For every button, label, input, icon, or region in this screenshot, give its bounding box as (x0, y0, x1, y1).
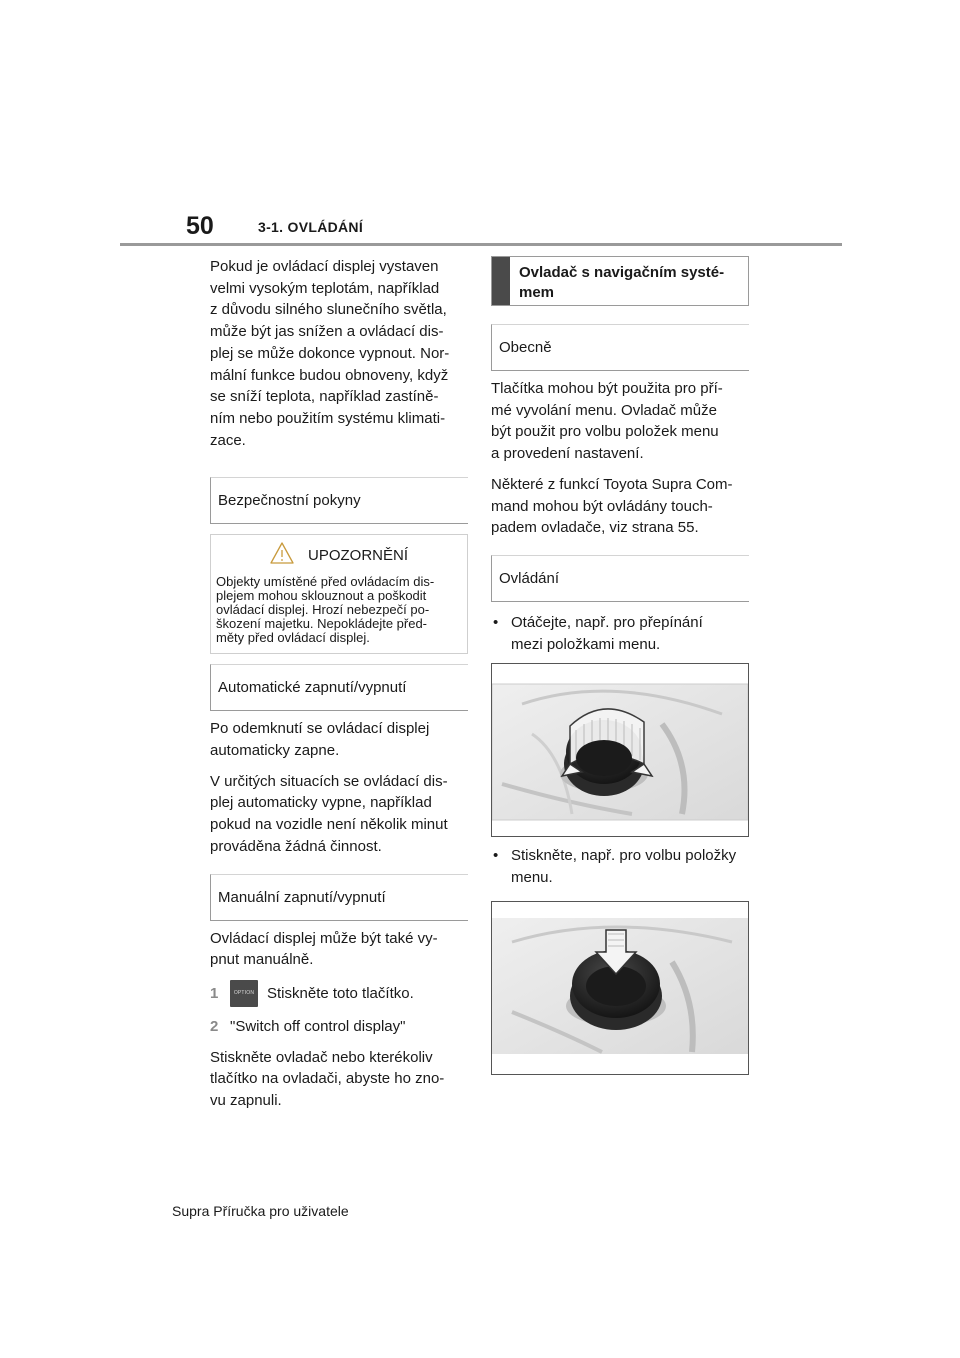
warning-line: Objekty umístěné před ovládacím dis- (216, 574, 435, 590)
heading-bar (492, 257, 510, 305)
control-heading: Ovládání (491, 555, 749, 602)
general-heading: Obecně (491, 324, 749, 371)
left-column (210, 256, 468, 1112)
intro-line: se sníží teplota, například zastíně- (210, 388, 439, 406)
auto-line: automaticky zapne. (210, 742, 340, 760)
manual-line: Ovládací displej může být také vy- (210, 929, 438, 947)
auto-line: V určitých situacích se ovládací dis- (210, 772, 448, 790)
manual-line: vu zapnuli. (210, 1092, 282, 1110)
intro-line: plej se může dokonce vypnout. Nor- (210, 344, 450, 362)
warning-box (210, 534, 468, 654)
intro-line: může být jas snížen a ovládací dis- (210, 323, 444, 341)
intro-line: ním nebo použitím systému klimati- (210, 409, 446, 427)
page-number: 50 (186, 212, 214, 240)
warning-line: škození majetku. Nepokládejte před- (216, 616, 428, 632)
main-heading-line: mem (519, 284, 555, 301)
section-title: 3-1. OVLÁDÁNÍ (258, 219, 364, 235)
bullet-press (491, 845, 749, 888)
step-2 (210, 1016, 468, 1038)
general-line: mé vyvolání menu. Ovladač může (491, 401, 717, 419)
step-text: "Switch off control display" (230, 1017, 406, 1035)
bullet-rotate (491, 612, 749, 655)
bullet-line: Otáčejte, např. pro přepínání (511, 613, 703, 631)
bullet-line: mezi položkami menu. (511, 635, 661, 653)
warning-title: UPOZORNĚNÍ (307, 546, 408, 564)
controller-press-illustration (491, 901, 749, 1075)
bullet-line: Stiskněte, např. pro volbu položky (511, 847, 737, 865)
warning-line: měty před ovládací displej. (216, 630, 370, 646)
manual-line: tlačítko na ovladači, abyste ho zno- (210, 1070, 445, 1088)
general-line: být použit pro volbu položek menu (491, 423, 719, 441)
main-heading-line: Ovladač s navigačním systé- (519, 264, 725, 281)
general-line: padem ovladače, viz strana 55. (491, 519, 699, 537)
auto-line: pokud na vozidle není několik minut (210, 816, 448, 834)
intro-line: zace. (210, 431, 246, 449)
header-rule (120, 243, 842, 246)
auto-line: Po odemknutí se ovládací displej (210, 720, 430, 738)
auto-line: plej automaticky vypne, například (210, 794, 432, 812)
step-1 (210, 980, 468, 1007)
auto-heading: Automatické zapnutí/vypnutí (210, 664, 468, 711)
right-column (491, 256, 749, 1075)
manual-line: pnut manuálně. (210, 951, 314, 969)
general-line: Tlačítka mohou být použita pro pří- (491, 380, 723, 397)
intro-line: velmi vysokým teplotám, například (210, 279, 440, 297)
intro-paragraph (210, 256, 468, 451)
step-number: 2 (210, 1017, 219, 1035)
footer-text: Supra Příručka pro uživatele (172, 1203, 349, 1219)
intro-line: z důvodu silného slunečního světla, (210, 301, 447, 319)
bullet-symbol: • (493, 613, 499, 631)
main-heading (491, 256, 749, 306)
warning-text (216, 575, 462, 645)
general-line: Některé z funkcí Toyota Supra Com- (491, 475, 733, 493)
option-key-icon: OPTION (230, 980, 258, 1007)
bullet-line: menu. (511, 869, 553, 887)
manual-heading: Manuální zapnutí/vypnutí (210, 874, 468, 921)
safety-heading: Bezpečnostní pokyny (210, 477, 468, 524)
intro-line: Pokud je ovládací displej vystaven (210, 258, 439, 275)
step-number: 1 (210, 984, 219, 1002)
general-line: mand mohou být ovládány touch- (491, 497, 713, 515)
general-line: a provedení nastavení. (491, 445, 644, 463)
auto-line: prováděna žádná činnost. (210, 837, 382, 855)
warning-line: plejem mohou sklouznout a poškodit (216, 588, 427, 604)
manual-line: Stiskněte ovladač nebo kterékoliv (210, 1048, 433, 1066)
step-text: Stiskněte toto tlačítko. (267, 984, 414, 1002)
warning-triangle-icon (270, 542, 294, 569)
controller-rotate-illustration (491, 663, 749, 837)
warning-line: ovládací displej. Hrozí nebezpečí po- (216, 602, 430, 618)
bullet-symbol: • (493, 847, 499, 865)
intro-line: mální funkce budou obnoveny, když (210, 366, 449, 384)
